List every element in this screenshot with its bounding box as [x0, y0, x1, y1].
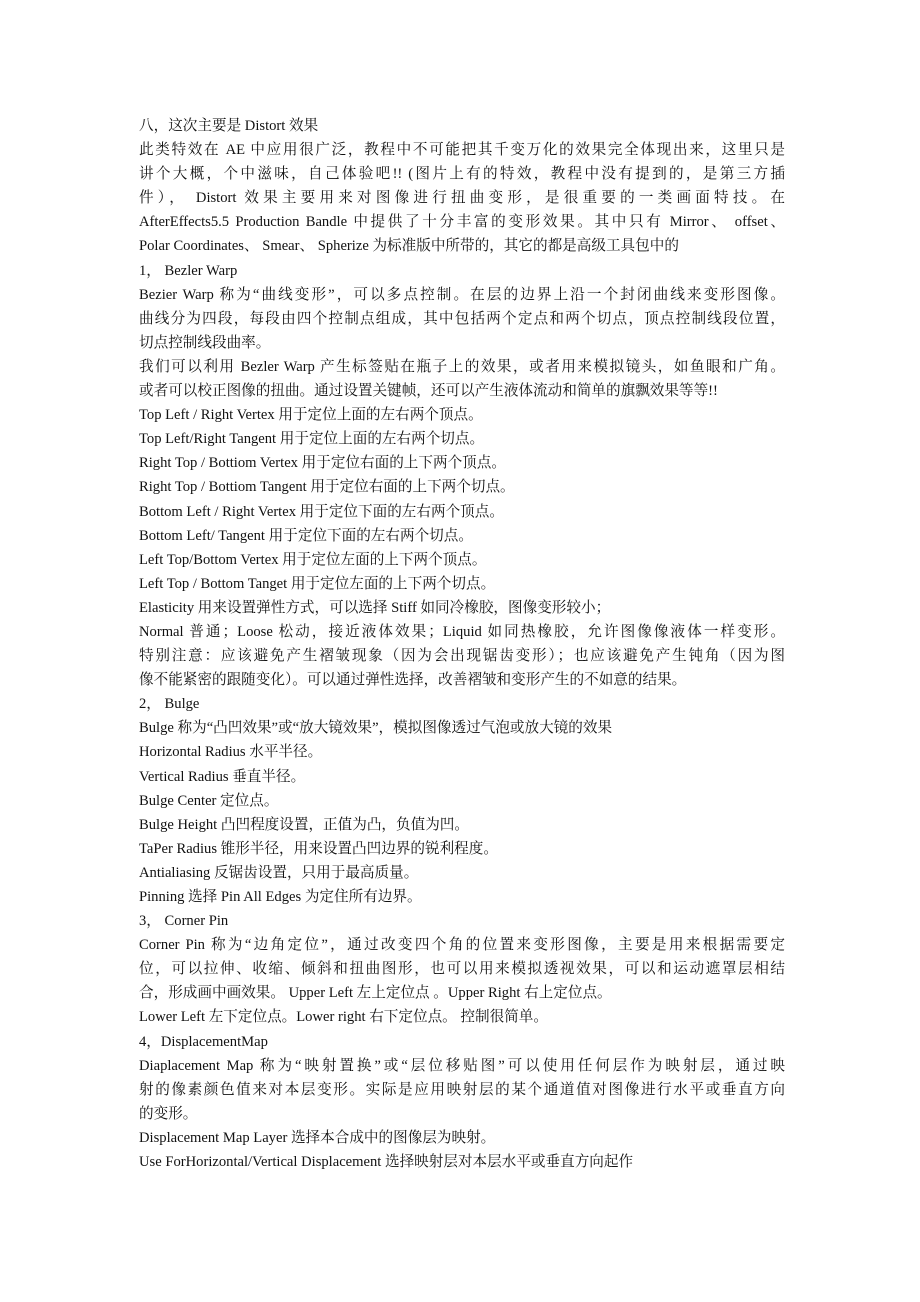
paragraph-line: Left Top / Bottom Tanget 用于定位左面的上下两个切点。: [139, 575, 496, 592]
paragraph-line: TaPer Radius 锥形半径，用来设置凸凹边界的锐利程度。: [139, 840, 498, 857]
paragraph-line: 或者可以校正图像的扭曲。通过设置关键帧，还可以产生液体流动和简单的旗飘效果等等!!: [139, 383, 718, 400]
paragraph-line: Antialiasing 反锯齿设置，只用于最高质量。: [139, 864, 419, 881]
paragraph-line: Bulge Height 凸凹程度设置，正值为凸，负值为凹。: [139, 816, 469, 833]
paragraph-line: Top Left / Right Vertex 用于定位上面的左右两个顶点。: [139, 407, 483, 424]
paragraph-line: Left Top/Bottom Vertex 用于定位左面的上下两个顶点。: [139, 551, 487, 568]
intro-line: 讲个大概，个中滋味，自己体验吧!! (图片上有的特效，教程中没有提到的，是第三方插: [139, 166, 785, 183]
paragraph-line: 我们可以利用 Bezler Warp 产生标签贴在瓶子上的效果，或者用来模拟镜头，如鱼眼和广角。: [139, 358, 785, 375]
section-heading-bezier-warp: 1， Bezler Warp: [139, 262, 238, 279]
paragraph-line: 的变形。: [139, 1105, 198, 1122]
paragraph-line: Bulge 称为“凸凹效果”或“放大镜效果”，模拟图像透过气泡或放大镜的效果: [139, 720, 613, 737]
intro-line: Polar Coordinates、 Smear、 Spherize 为标准版中所带的，其它的都是高级工具包中的: [139, 238, 679, 255]
paragraph-line: 特别注意：应该避免产生褶皱现象（因为会出现锯齿变形）；也应该避免产生钝角（因为图: [139, 648, 785, 665]
paragraph-line: Diaplacement Map 称为“映射置换”或“层位移贴图”可以使用任何层作为映射层，通过映: [139, 1057, 785, 1074]
paragraph-line: Normal 普通；Loose 松动，接近液体效果；Liquid 如同热橡胶，允许图像像液体一样变形。: [139, 623, 785, 640]
paragraph-line: 合，形成画中画效果。 Upper Left 左上定位点 。Upper Right 右上定位点。: [139, 985, 612, 1002]
paragraph-line: 曲线分为四段，每段由四个控制点组成，其中包括两个定点和两个切点，顶点控制线段位置，: [139, 310, 785, 327]
section-heading-bulge: 2， Bulge: [139, 696, 200, 713]
paragraph-line: Top Left/Right Tangent 用于定位上面的左右两个切点。: [139, 431, 485, 448]
paragraph-line: Elasticity 用来设置弹性方式，可以选择 Stiff 如同冷橡胶，图像变形较小；: [139, 599, 611, 616]
section-heading-displacement-map: 4，DisplacementMap: [139, 1033, 268, 1050]
paragraph-line: Horizontal Radius 水平半径。: [139, 744, 323, 761]
paragraph-line: Bezier Warp 称为“曲线变形”，可以多点控制。在层的边界上沿一个封闭曲线来变形图像。: [139, 286, 785, 303]
intro-line: AfterEffects5.5 Production Bandle 中提供了十分丰富的变形效果。其中只有 Mirror、 offset、: [139, 214, 785, 231]
paragraph-line: Right Top / Bottiom Tangent 用于定位右面的上下两个切点。: [139, 479, 515, 496]
paragraph-line: 切点控制线段曲率。: [139, 334, 271, 351]
intro-line: 此类特效在 AE 中应用很广泛，教程中不可能把其千变万化的效果完全体现出来，这里只是: [139, 142, 785, 159]
paragraph-line: 像不能紧密的跟随变化）。可以通过弹性选择，改善褶皱和变形产生的不如意的结果。: [139, 672, 687, 689]
paragraph-line: Right Top / Bottiom Vertex 用于定位右面的上下两个顶点。: [139, 455, 506, 472]
paragraph-line: Bottom Left/ Tangent 用于定位下面的左右两个切点。: [139, 527, 473, 544]
paragraph-line: Vertical Radius 垂直半径。: [139, 768, 306, 785]
document-page: [139, 114, 785, 1174]
intro-line: 件）， Distort 效果主要用来对图像进行扭曲变形，是很重要的一类画面特技。在: [139, 190, 785, 207]
paragraph-line: Lower Left 左下定位点。Lower right 右下定位点。 控制很简单。: [139, 1009, 548, 1026]
paragraph-line: Pinning 选择 Pin All Edges 为定住所有边界。: [139, 889, 422, 905]
paragraph-line: Corner Pin 称为“边角定位”，通过改变四个角的位置来变形图像，主要是用来根据需要定: [139, 937, 785, 954]
paragraph-line: Displacement Map Layer 选择本合成中的图像层为映射。: [139, 1129, 496, 1146]
paragraph-line: Bottom Left / Right Vertex 用于定位下面的左右两个顶点。: [139, 503, 504, 520]
paragraph-line: 射的像素颜色值来对本层变形。实际是应用映射层的某个通道值对图像进行水平或垂直方向: [139, 1081, 785, 1098]
section-heading-corner-pin: 3， Corner Pin: [139, 913, 229, 930]
paragraph-line: Use ForHorizontal/Vertical Displacement 选择映射层对本层水平或垂直方向起作: [139, 1154, 634, 1171]
paragraph-line: Bulge Center 定位点。: [139, 792, 279, 809]
paragraph-line: 位，可以拉伸、收缩、倾斜和扭曲图形，也可以用来模拟透视效果，可以和运动遮罩层相结: [139, 961, 785, 978]
document-title: 八，这次主要是 Distort 效果: [139, 118, 319, 134]
